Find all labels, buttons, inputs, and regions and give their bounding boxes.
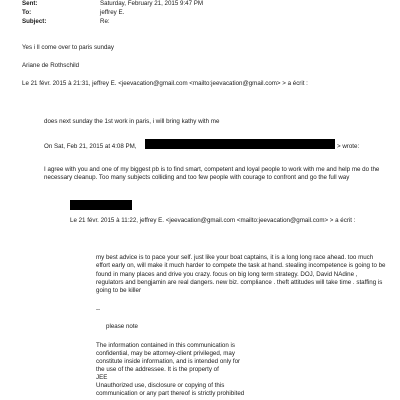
disclaimer-line: The information contained in this communication is xyxy=(96,342,235,349)
disclaimer-line: the use of the addressee. It is the property of xyxy=(96,366,219,373)
subject-value: Re: xyxy=(100,18,110,25)
quote3-text: my best advice is to pace your self. just like your boat captains, it is a long long race ahead. too much effort early on, will make it much harder to compete the task at hand. stealing incompetence is going to be found in many places and drive you crazy. focus on big long term strategy. DOJ, David NAdine , regulators and bengjamin are real dangers. new biz. compliance . theft attitudes will take time . staffing is going to be killer xyxy=(96,254,386,295)
quote1-intro: Le 21 févr. 2015 à 21:31, jeffrey E. <jeevacation@gmail.com <mailto:jeevacation@gmail.com> > a écrit : xyxy=(22,80,308,87)
disclaimer-line: confidential, may be attorney-client privileged, may xyxy=(96,350,235,357)
quote2-intro-suffix: > wrote: xyxy=(337,143,360,150)
please-note: please note xyxy=(106,323,138,330)
to-label: To: xyxy=(22,9,32,16)
quote2-text: I agree with you and one of my biggest pb is to find smart, competent and loyal people to work with me and help me do the necessary cleanup. Too many subjects colliding and too few people with courage to confront and go the full way xyxy=(44,166,380,182)
subject-label: Subject: xyxy=(22,18,47,25)
disclaimer-line: JEE xyxy=(96,374,108,381)
quote1-text: does next sunday the 1st work in paris, i will bring kathy with me xyxy=(44,118,220,125)
disclaimer-line: communication or any part thereof is strictly prohibited xyxy=(96,390,245,397)
signature-dashes: -- xyxy=(96,306,101,313)
to-value: jeffrey E. xyxy=(100,9,125,16)
disclaimer-line: Unauthorized use, disclosure or copying of this xyxy=(96,382,225,389)
reply-line: Yes i ll come over to paris sunday xyxy=(22,44,114,51)
sent-label: Sent: xyxy=(22,0,38,7)
redaction-block xyxy=(145,139,335,149)
quote2-intro-prefix: On Sat, Feb 21, 2015 at 4:08 PM, xyxy=(44,143,137,150)
quote3-intro: Le 21 févr. 2015 à 11:22, jeffrey E. <jeevacation@gmail.com <mailto:jeevacation@gmail.com> > a écrit : xyxy=(70,217,356,224)
disclaimer-line: constitute inside information, and is intended only for xyxy=(96,358,241,365)
signature: Ariane de Rothschild xyxy=(22,62,80,69)
sent-value: Saturday, February 21, 2015 9:47 PM xyxy=(100,0,204,7)
redaction-block xyxy=(70,200,132,210)
